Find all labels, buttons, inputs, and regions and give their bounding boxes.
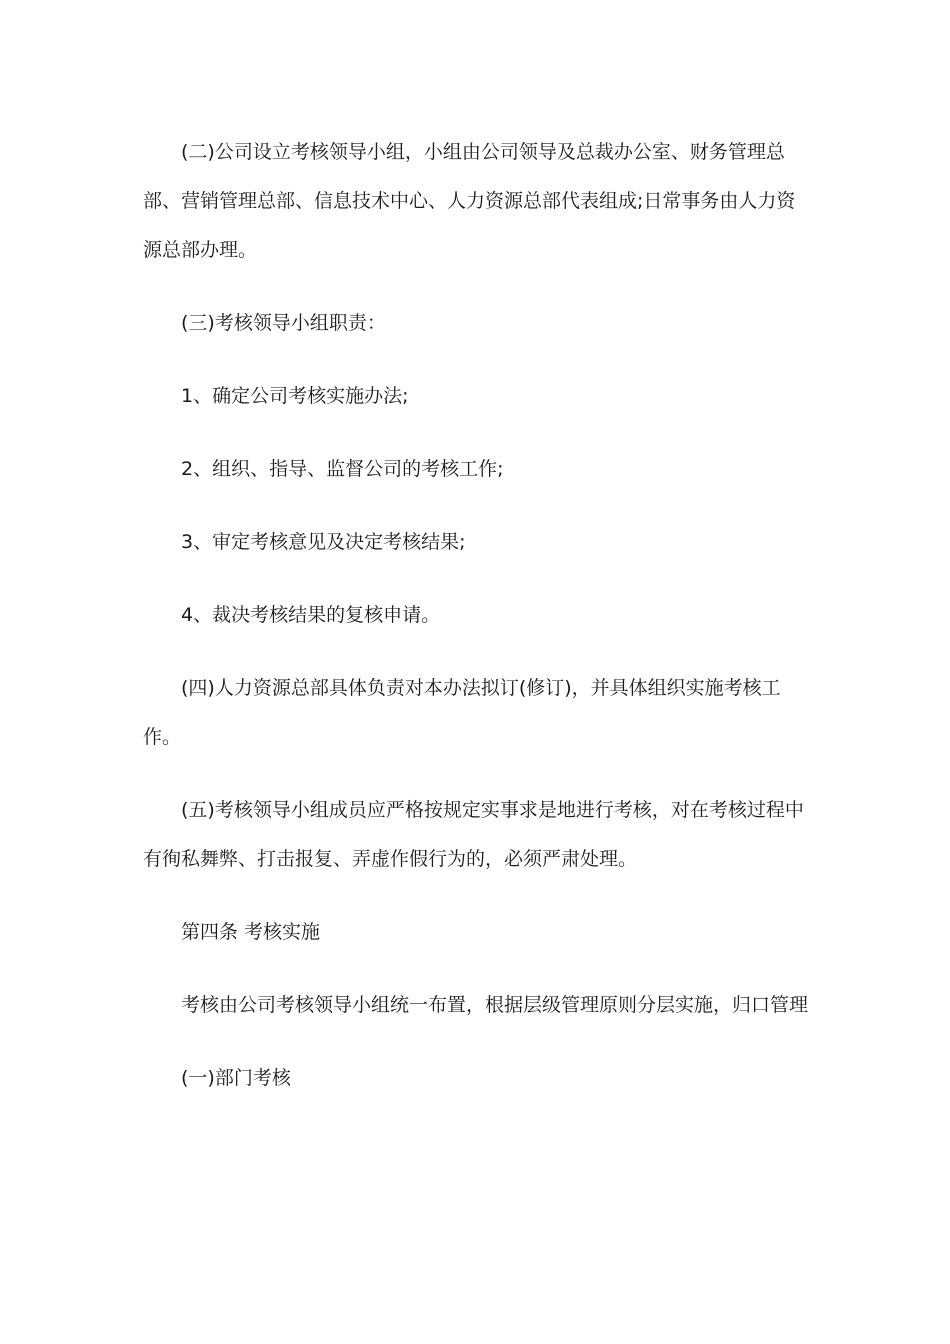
paragraph-leading-group: (二)公司设立考核领导小组，小组由公司领导及总裁办公室、财务管理总部、营销管理总部、信息技术中心、人力资源总部代表组成;日常事务由人力资源总部办理。 bbox=[143, 141, 796, 261]
paragraph-implementation: 考核由公司考核领导小组统一布置，根据层级管理原则分层实施，归口管理 bbox=[181, 994, 809, 1016]
paragraph-duty-1: 1、确定公司考核实施办法; bbox=[181, 385, 409, 407]
document-body bbox=[143, 128, 811, 1103]
paragraph-hr-responsibility: (四)人力资源总部具体负责对本办法拟订(修订)，并具体组织实施考核工作。 bbox=[143, 677, 781, 748]
paragraph-member-conduct: (五)考核领导小组成员应严格按规定实事求是地进行考核，对在考核过程中有徇私舞弊、打击报复、弄虚作假行为的，必须严肃处理。 bbox=[143, 799, 804, 870]
paragraph-duty-3: 3、审定考核意见及决定考核结果; bbox=[181, 531, 466, 553]
section-heading-department-assessment: (一)部门考核 bbox=[181, 1067, 291, 1089]
paragraph-duty-4: 4、裁决考核结果的复核申请。 bbox=[181, 604, 441, 626]
article-heading: 第四条 考核实施 bbox=[181, 921, 321, 943]
paragraph-group-duties-heading: (三)考核领导小组职责： bbox=[181, 312, 386, 334]
paragraph-duty-2: 2、组织、指导、监督公司的考核工作; bbox=[181, 458, 504, 480]
